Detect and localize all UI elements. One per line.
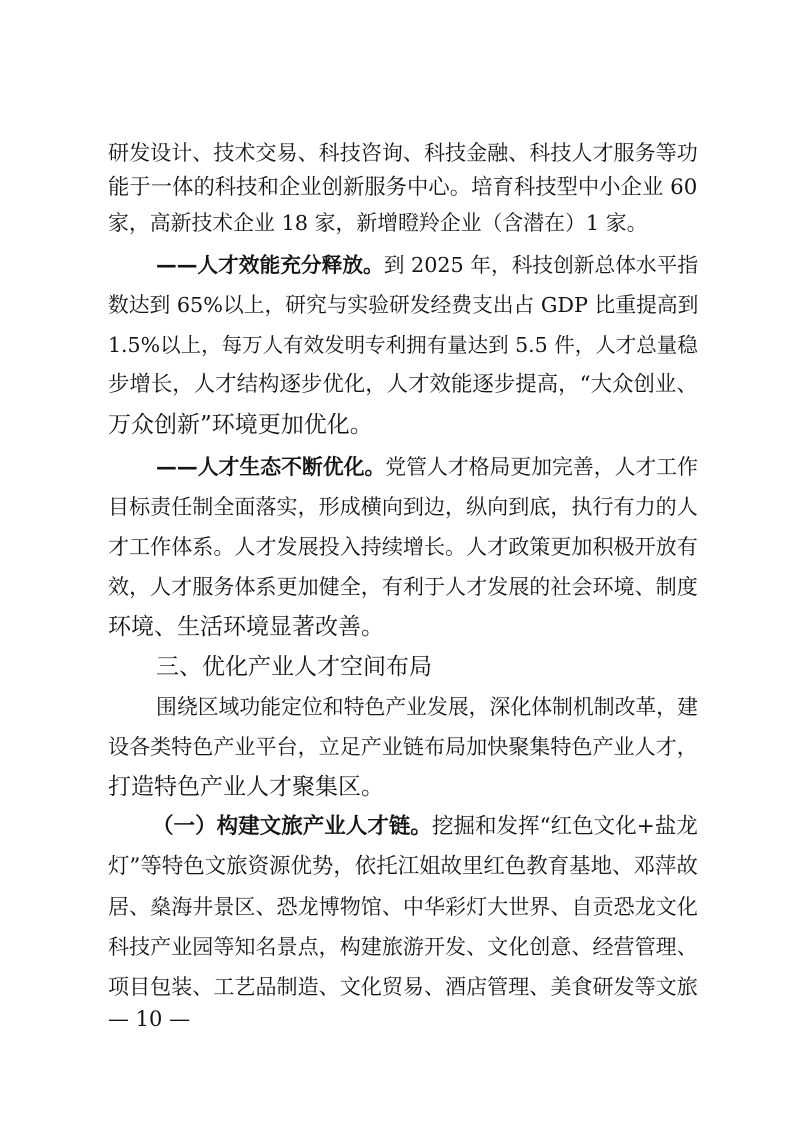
body-line-19: 灯”等特色文旅资源优势，依托江姐故里红色教育基地、邓萍故 — [108, 854, 698, 879]
body-line-6: 1.5%以上，每万人有效发明专利拥有量达到 5.5 件，人才总量稳 — [108, 333, 698, 357]
body-line-15: 围绕区域功能定位和特色产业发展，深化体制机制改革，建 — [156, 695, 698, 719]
body-line-22: 项目包装、工艺品制造、文化贸易、酒店管理、美食研发等文旅 — [108, 974, 698, 999]
paragraph-culture-tourism — [152, 812, 698, 842]
body-line-12: 效，人才服务体系更加健全，有利于人才发展的社会环境、制度 — [108, 574, 698, 599]
body-line-16: 设各类特色产业平台，立足产业链布局加快聚集特色产业人才， — [108, 734, 698, 759]
paragraph-talent-ecology — [156, 452, 698, 482]
body-line-11: 才工作体系。人才发展投入持续增长。人才政策更加积极开放有 — [108, 534, 698, 559]
body-line-7: 步增长，人才结构逐步优化，人才效能逐步提高，“大众创业、 — [108, 372, 698, 397]
body-line-1: 研发设计、技术交易、科技咨询、科技金融、科技人才服务等功 — [108, 140, 698, 165]
body-line-20: 居、燊海井景区、恐龙博物馆、中华彩灯大世界、自贡恐龙文化 — [108, 894, 698, 919]
paragraph-talent-efficiency — [156, 250, 698, 280]
lead-talent-efficiency: ——人才效能充分释放。 — [156, 253, 384, 277]
body-line-17: 打造特色产业人才聚集区。 — [108, 774, 384, 800]
lead-culture-tourism: （一）构建文旅产业人才链。 — [152, 814, 432, 839]
body-line-10: 目标责任制全面落实，形成横向到边，纵向到底，执行有力的人 — [108, 494, 698, 519]
body-line-18: 挖掘和发挥“红色文化+盐龙 — [431, 814, 698, 839]
lead-talent-ecology: ——人才生态不断优化。 — [156, 455, 386, 479]
section-heading: 三、优化产业人才空间布局 — [156, 654, 432, 680]
body-line-4: 到 2025 年，科技创新总体水平指 — [383, 253, 699, 277]
body-line-13: 环境、生活环境显著改善。 — [108, 614, 384, 640]
body-line-2: 能于一体的科技和企业创新服务中心。培育科技型中小企业 60 — [108, 175, 698, 200]
body-line-9: 党管人才格局更加完善，人才工作 — [385, 455, 698, 479]
body-line-3: 家，高新技术企业 18 家，新增瞪羚企业（含潜在）1 家。 — [108, 211, 648, 235]
body-line-21: 科技产业园等知名景点，构建旅游开发、文化创意、经营管理、 — [108, 934, 698, 959]
body-line-8: 万众创新”环境更加优化。 — [108, 412, 373, 438]
body-line-5: 数达到 65%以上，研究与实验研发经费支出占 GDP 比重提高到 — [108, 293, 699, 317]
page-number: — 10 — — [108, 1007, 191, 1031]
